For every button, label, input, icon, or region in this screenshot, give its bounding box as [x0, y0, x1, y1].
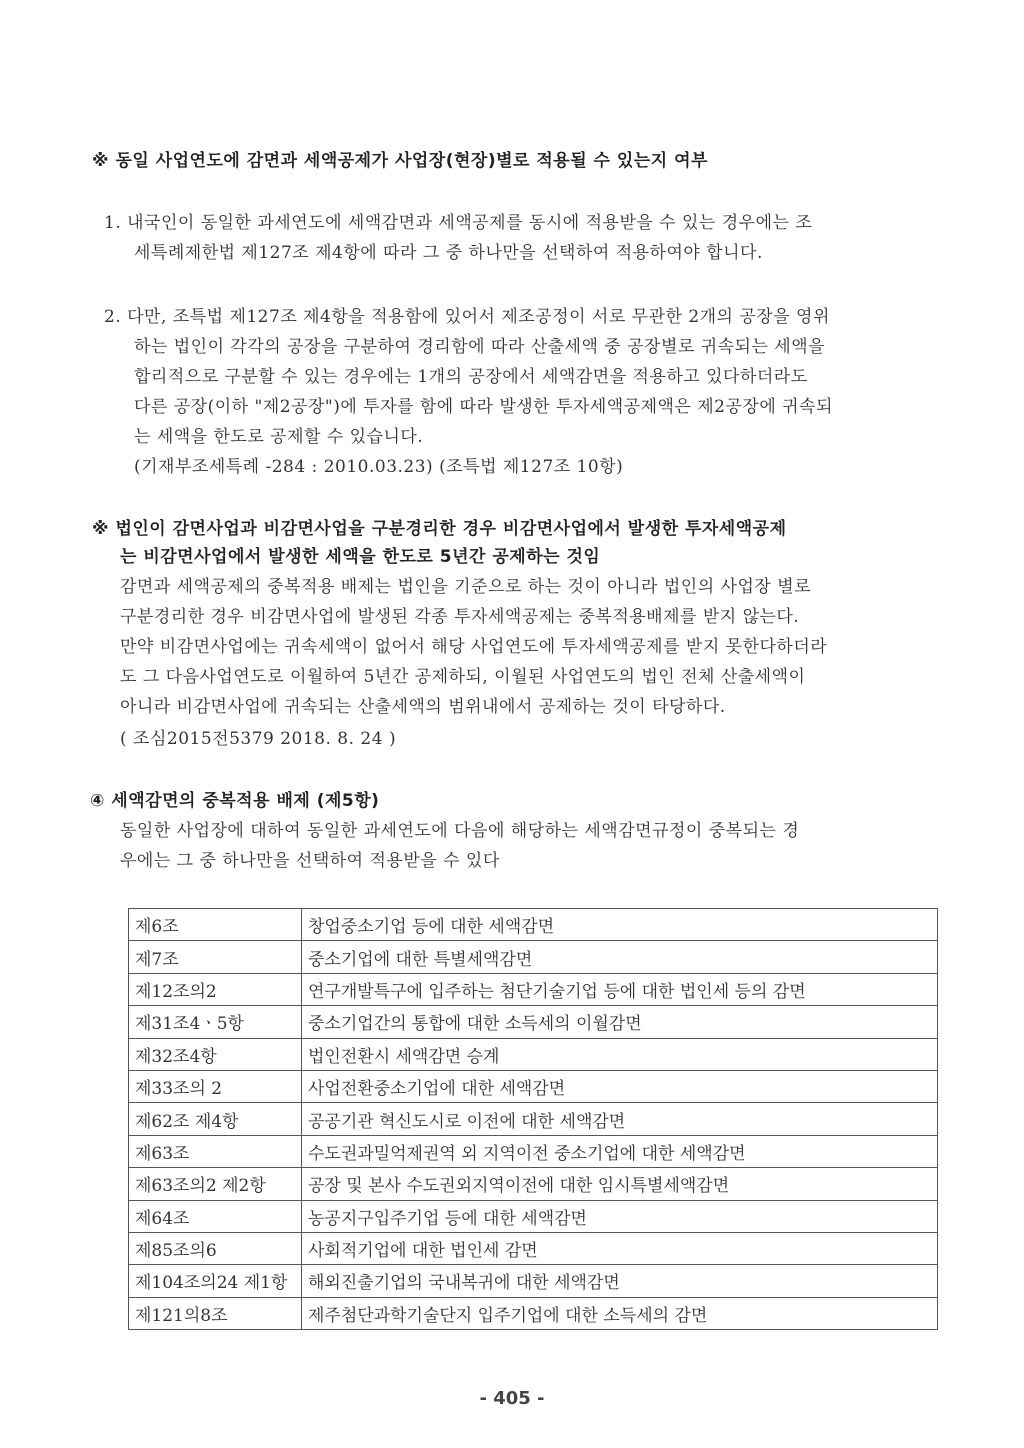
article-cell: 제62조 제4항 — [129, 1103, 302, 1135]
article-cell: 제6조 — [129, 909, 302, 941]
section3-heading: ④ 세액감면의 중복적용 배제 (제5항) — [90, 791, 380, 811]
table-row — [129, 1297, 938, 1329]
section1-item1-line: 세특례제한법 제127조 제4항에 따라 그 중 하나만을 선택하여 적용하여야 합니다. — [134, 243, 763, 263]
deduction-table — [128, 908, 938, 1330]
article-cell: 제31조4ㆍ5항 — [129, 1006, 302, 1038]
description-cell: 해외진출기업의 국내복귀에 대한 세액감면 — [302, 1265, 938, 1297]
article-cell: 제104조의24 제1항 — [129, 1265, 302, 1297]
section1-heading: ※ 동일 사업연도에 감면과 세액공제가 사업장(현장)별로 적용될 수 있는지 여부 — [92, 151, 708, 171]
section1-item2-line: 다른 공장(이하 "제2공장")에 투자를 함에 따라 발생한 투자세액공제액은 제2공장에 귀속되 — [134, 397, 833, 417]
table-row — [129, 909, 938, 941]
article-cell: 제85조의6 — [129, 1232, 302, 1264]
table-row — [129, 1200, 938, 1232]
section2-heading: ※ 법인이 감면사업과 비감면사업을 구분경리한 경우 비감면사업에서 발생한 투자세액공제 — [92, 519, 787, 539]
description-cell: 사회적기업에 대한 법인세 감면 — [302, 1232, 938, 1264]
section1-citation: (기재부조세특례 -284 : 2010.03.23) (조특법 제127조 10항) — [134, 457, 624, 477]
description-cell: 사업전환중소기업에 대한 세액감면 — [302, 1070, 938, 1102]
description-cell: 수도권과밀억제권역 외 지역이전 중소기업에 대한 세액감면 — [302, 1135, 938, 1167]
description-cell: 농공지구입주기업 등에 대한 세액감면 — [302, 1200, 938, 1232]
section1-item2-line: 하는 법인이 각각의 공장을 구분하여 경리함에 따라 산출세액 중 공장별로 귀속되는 세액을 — [134, 337, 826, 357]
table-row — [129, 1232, 938, 1264]
section2-body-line: 도 그 다음사업연도로 이월하여 5년간 공제하되, 이월된 사업연도의 법인 전체 산출세액이 — [120, 667, 806, 687]
section2-body-line: 만약 비감면사업에는 귀속세액이 없어서 해당 사업연도에 투자세액공제를 받지 못한다하더라 — [120, 637, 828, 657]
table-row — [129, 1103, 938, 1135]
article-cell: 제12조의2 — [129, 973, 302, 1005]
article-cell: 제33조의 2 — [129, 1070, 302, 1102]
article-cell: 제32조4항 — [129, 1038, 302, 1070]
page-number: - 405 - — [479, 1388, 545, 1409]
description-cell: 중소기업간의 통합에 대한 소득세의 이월감면 — [302, 1006, 938, 1038]
section2-citation: ( 조심2015전5379 2018. 8. 24 ) — [120, 729, 397, 749]
table-row — [129, 1265, 938, 1297]
description-cell: 중소기업에 대한 특별세액감면 — [302, 941, 938, 973]
table-row — [129, 1006, 938, 1038]
description-cell: 창업중소기업 등에 대한 세액감면 — [302, 909, 938, 941]
section2-body-line: 아니라 비감면사업에 귀속되는 산출세액의 범위내에서 공제하는 것이 타당하다. — [120, 697, 726, 717]
article-cell: 제63조의2 제2항 — [129, 1168, 302, 1200]
section1-item1-line: 1. 내국인이 동일한 과세연도에 세액감면과 세액공제를 동시에 적용받을 수 있는 경우에는 조 — [104, 213, 813, 233]
table-row — [129, 973, 938, 1005]
article-cell: 제64조 — [129, 1200, 302, 1232]
table-row — [129, 1070, 938, 1102]
section2-body-line: 감면과 세액공제의 중복적용 배제는 법인을 기준으로 하는 것이 아니라 법인의 사업장 별로 — [120, 577, 812, 597]
description-cell: 공공기관 혁신도시로 이전에 대한 세액감면 — [302, 1103, 938, 1135]
section2-body-line: 구분경리한 경우 비감면사업에 발생된 각종 투자세액공제는 중복적용배제를 받지 않는다. — [120, 607, 800, 627]
description-cell: 법인전환시 세액감면 승계 — [302, 1038, 938, 1070]
table-row — [129, 1038, 938, 1070]
table-row — [129, 941, 938, 973]
section1-item2-line: 는 세액을 한도로 공제할 수 있습니다. — [134, 427, 424, 447]
article-cell: 제7조 — [129, 941, 302, 973]
section3-body-line: 동일한 사업장에 대하여 동일한 과세연도에 다음에 해당하는 세액감면규정이 중복되는 경 — [120, 821, 800, 841]
section3-body-line: 우에는 그 중 하나만을 선택하여 적용받을 수 있다 — [120, 851, 500, 871]
article-cell: 제121의8조 — [129, 1297, 302, 1329]
section2-heading: 는 비감면사업에서 발생한 세액을 한도로 5년간 공제하는 것임 — [120, 547, 601, 567]
description-cell: 공장 및 본사 수도권외지역이전에 대한 임시특별세액감면 — [302, 1168, 938, 1200]
article-cell: 제63조 — [129, 1135, 302, 1167]
description-cell: 연구개발특구에 입주하는 첨단기술기업 등에 대한 법인세 등의 감면 — [302, 973, 938, 1005]
section1-item2-line: 2. 다만, 조특법 제127조 제4항을 적용함에 있어서 제조공정이 서로 무관한 2개의 공장을 영위 — [104, 307, 830, 327]
table-row — [129, 1135, 938, 1167]
table-row — [129, 1168, 938, 1200]
description-cell: 제주첨단과학기술단지 입주기업에 대한 소득세의 감면 — [302, 1297, 938, 1329]
section1-item2-line: 합리적으로 구분할 수 있는 경우에는 1개의 공장에서 세액감면을 적용하고 있다하더라도 — [134, 367, 808, 387]
